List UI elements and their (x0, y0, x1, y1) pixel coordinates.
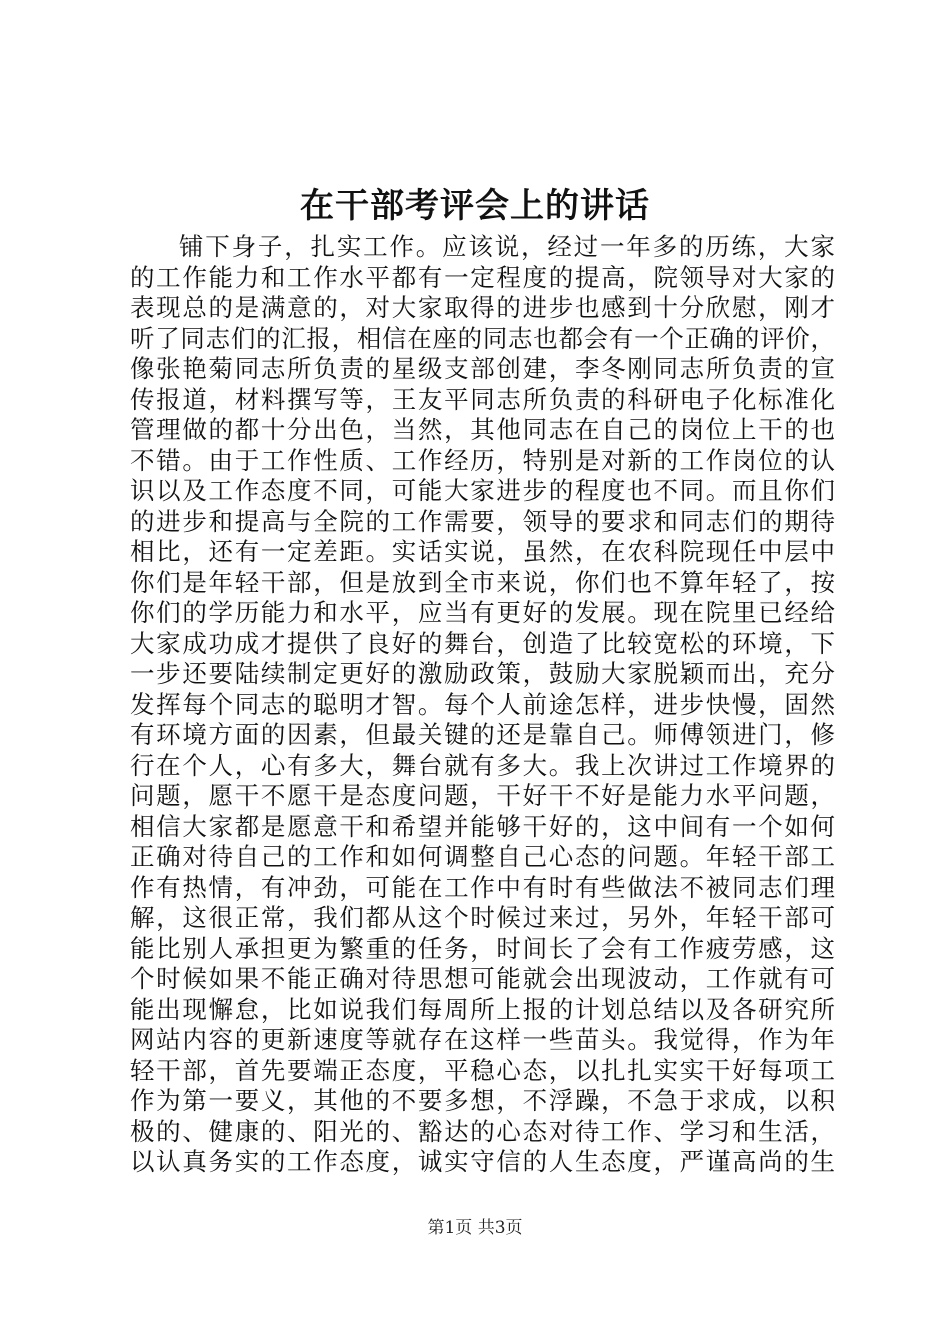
body-line: 不错。由于工作性质、工作经历，特别是对新的工作岗位的认 (130, 445, 835, 475)
body-line: 能比别人承担更为繁重的任务，时间长了会有工作疲劳感，这 (130, 933, 835, 963)
body-line: 发挥每个同志的聪明才智。每个人前途怎样，进步快慢，固然 (130, 689, 835, 719)
page-footer: 第1页 共3页 (427, 1218, 523, 1238)
body-line: 你们的学历能力和水平，应当有更好的发展。现在院里已经给 (130, 598, 835, 627)
body-line: 的工作能力和工作水平都有一定程度的提高，院领导对大家的 (130, 262, 835, 292)
body-line: 你们是年轻干部，但是放到全市来说，你们也不算年轻了，按 (130, 567, 835, 597)
body-line: 作为第一要义，其他的不要多想，不浮躁，不急于求成，以积 (130, 1086, 835, 1115)
body-line: 网站内容的更新速度等就存在这样一些苗头。我觉得，作为年 (130, 1025, 835, 1054)
document-body (130, 232, 835, 1178)
body-line: 的进步和提高与全院的工作需要，领导的要求和同志们的期待 (130, 506, 835, 536)
body-line: 行在个人，心有多大，舞台就有多大。我上次讲过工作境界的 (130, 750, 835, 780)
body-line: 解，这很正常，我们都从这个时候过来过，另外，年轻干部可 (130, 903, 835, 932)
body-line: 有环境方面的因素，但最关键的还是靠自己。师傅领进门，修 (130, 720, 835, 749)
body-line: 大家成功成才提供了良好的舞台，创造了比较宽松的环境，下 (130, 628, 835, 658)
body-line: 以认真务实的工作态度，诚实守信的人生态度，严谨高尚的生 (130, 1147, 835, 1176)
body-line: 轻干部，首先要端正态度，平稳心态，以扎扎实实干好每项工 (130, 1055, 835, 1085)
document-title: 在干部考评会上的讲话 (300, 186, 650, 226)
body-line: 听了同志们的汇报，相信在座的同志也都会有一个正确的评价， (130, 323, 835, 353)
body-line: 管理做的都十分出色，当然，其他同志在自己的岗位上干的也 (130, 415, 835, 444)
body-line: 极的、健康的、阳光的、豁达的心态对待工作、学习和生活， (130, 1116, 835, 1146)
body-line: 传报道，材料撰写等，王友平同志所负责的科研电子化标准化 (130, 384, 835, 414)
body-line: 正确对待自己的工作和如何调整自己心态的问题。年轻干部工 (130, 842, 835, 871)
body-line: 表现总的是满意的，对大家取得的进步也感到十分欣慰，刚才 (130, 293, 835, 322)
body-line: 个时候如果不能正确对待思想可能就会出现波动，工作就有可 (130, 964, 835, 993)
body-line: 相比，还有一定差距。实话实说，虽然，在农科院现任中层中 (130, 537, 835, 566)
body-line: 像张艳菊同志所负责的星级支部创建，李冬刚同志所负责的宣 (130, 354, 835, 383)
body-line: 作有热情，有冲劲，可能在工作中有时有些做法不被同志们理 (130, 872, 835, 902)
body-line: 相信大家都是愿意干和希望并能够干好的，这中间有一个如何 (130, 811, 835, 841)
body-line: 识以及工作态度不同，可能大家进步的程度也不同。而且你们 (130, 476, 835, 505)
body-line: 铺下身子，扎实工作。应该说，经过一年多的历练，大家 (179, 232, 835, 261)
body-line: 一步还要陆续制定更好的激励政策，鼓励大家脱颖而出，充分 (130, 659, 835, 688)
body-line: 问题，愿干不愿干是态度问题，干好干不好是能力水平问题， (130, 781, 835, 810)
body-line: 能出现懈怠，比如说我们每周所上报的计划总结以及各研究所 (130, 994, 835, 1024)
